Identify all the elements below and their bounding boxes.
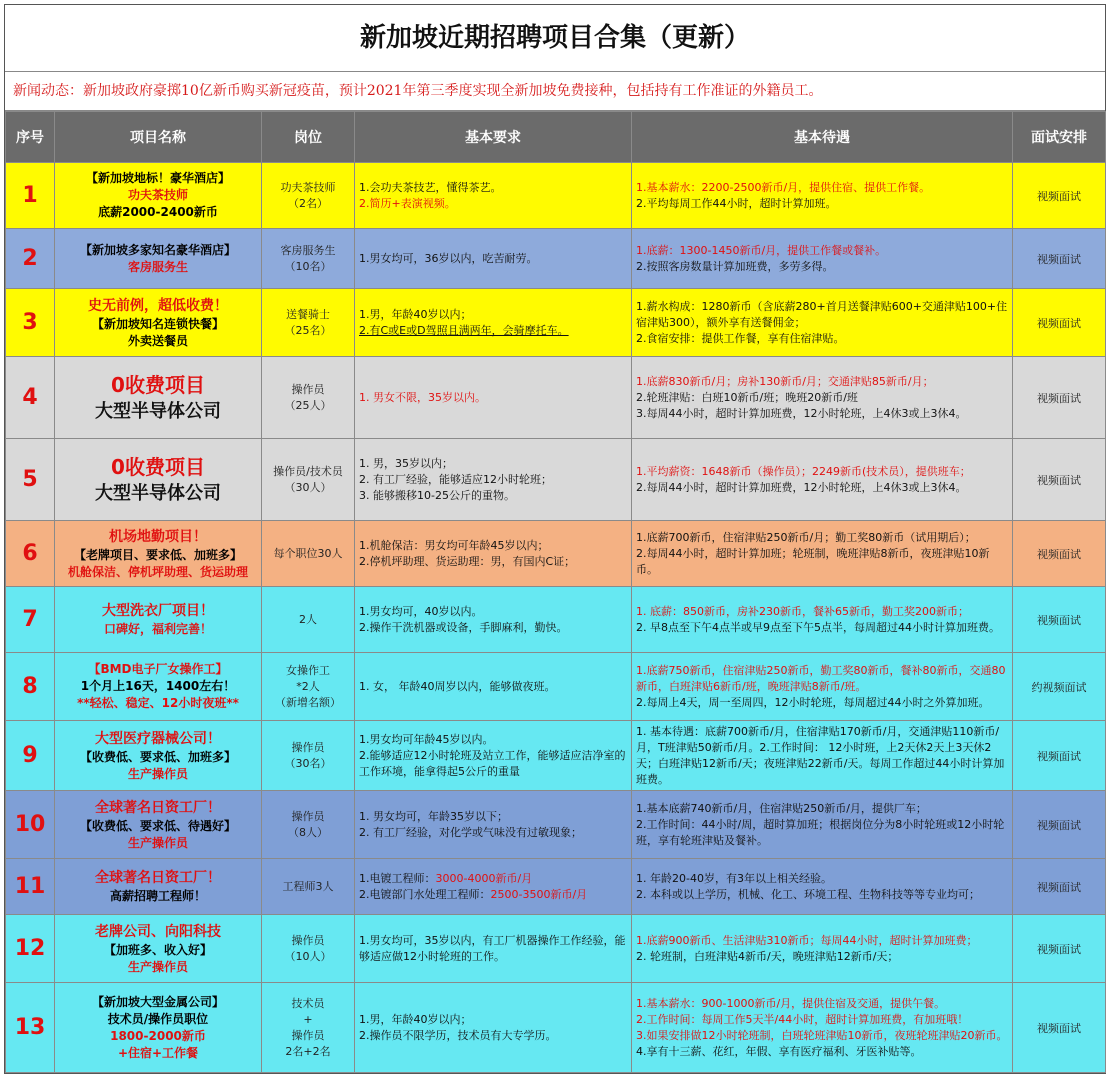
table-row [6,289,1106,357]
header-interview: 面试安排 [1013,112,1106,163]
requirements-cell [355,721,632,791]
project-name [55,229,262,289]
benefits-cell [632,357,1013,439]
benefit-line: 1.基本薪水：2200-2500新币/月，提供住宿、提供工作餐。 [636,180,931,194]
benefit-line: 2.工作时间：44小时/周，超时算加班；根据岗位分为8小时轮班或12小时轮班，享有轮班津贴及餐补。 [636,817,1005,847]
project-name-line: 客房服务生 [127,259,188,274]
project-name [55,289,262,357]
requirement-line: 1.男，年龄40岁以内； [359,1012,472,1026]
row-number: 8 [6,653,55,721]
project-name-line: 大型半导体公司 [95,482,221,504]
benefits-cell [632,289,1013,357]
benefit-line: 1.薪水构成：1280新币（含底薪280+首月送餐津贴600+交通津贴100+住宿津贴300），额外享有送餐佣金； [636,299,1008,329]
requirements-cell [355,289,632,357]
table-row [6,163,1106,229]
interview-cell: 视频面试 [1013,163,1106,229]
interview-cell: 视频面试 [1013,357,1106,439]
project-name-line: 全球著名日资工厂！ [95,870,221,886]
table-row [6,983,1106,1073]
requirement-line: 2. 有工厂经验，能够适应12小时轮班； [359,472,552,486]
benefit-line: 2.食宿安排：提供工作餐，享有住宿津贴。 [636,331,845,345]
interview-cell: 视频面试 [1013,439,1106,521]
project-name [55,791,262,859]
position-line: 2名+2名 [285,1044,331,1058]
interview-cell: 视频面试 [1013,587,1106,653]
position-cell [262,521,355,587]
requirement-line: 2.有C或E或D驾照且满两年，会骑摩托车。 [359,323,569,337]
position-line: 每个职位30人 [273,546,343,560]
requirement-label: 2.电镀部门水处理工程师： [359,887,491,901]
requirements-cell [355,439,632,521]
row-number: 4 [6,357,55,439]
requirements-cell [355,915,632,983]
project-name [55,721,262,791]
benefits-cell [632,915,1013,983]
requirements-cell [355,983,632,1073]
position-line: 操作员 [291,933,325,947]
benefit-line: 3.如果安排做12小时轮班制，白班轮班津贴10新币，夜班轮班津贴20新币。 [636,1028,1008,1042]
interview-cell: 视频面试 [1013,521,1106,587]
row-number: 10 [6,791,55,859]
requirement-line: 1. 男女均可，年龄35岁以下； [359,809,508,823]
header-no: 序号 [6,112,55,163]
project-name-line: 大型医疗器械公司！ [95,730,221,747]
benefit-line: 1.基本底薪740新币/月，住宿津贴250新币/月，提供厂车； [636,801,927,815]
benefit-line: 2.工作时间：每周工作5天半/44小时，超时计算加班费，有加班哦！ [636,1012,969,1026]
position-line: *2人 [296,679,320,693]
project-name-line: 大型半导体公司 [95,400,221,422]
table-row [6,439,1106,521]
project-name-line: 外卖送餐员 [127,333,188,348]
project-name-line: 1800-2000新币 [110,1028,206,1043]
requirement-line: 1.机舱保洁：男女均可年龄45岁以内； [359,538,549,552]
requirement-line: 1.男，年龄40岁以内； [359,307,472,321]
benefit-line: 1.底薪900新币、生活津贴310新币；每周44小时，超时计算加班费； [636,933,978,947]
header-position: 岗位 [262,112,355,163]
project-name-line: 底薪2000-2400新币 [98,205,218,219]
project-name-line: 技术员/操作员职位 [107,1011,209,1026]
position-cell [262,859,355,915]
header-benefits: 基本待遇 [632,112,1013,163]
project-name [55,915,262,983]
requirements-cell [355,163,632,229]
position-line: 女操作工 [286,663,330,677]
requirements-cell [355,791,632,859]
benefits-cell [632,439,1013,521]
position-line: 送餐骑士 [286,307,330,321]
project-name-line: 生产操作员 [127,835,188,850]
requirement-label: 1.电镀工程师： [359,871,436,885]
project-name-line: 高薪招聘工程师！ [109,889,206,903]
project-name-line: 【BMD电子厂女操作工】 [88,662,228,676]
table-row [6,721,1106,791]
position-cell [262,587,355,653]
benefits-cell [632,721,1013,791]
project-name-line: 史无前例，超低收费！ [88,297,228,314]
row-number: 3 [6,289,55,357]
position-line: + [303,1012,313,1026]
interview-cell: 视频面试 [1013,289,1106,357]
benefit-line: 1.底薪830新币/月；房补130新币/月；交通津贴85新币/月； [636,374,934,388]
project-name-line: 全球著名日资工厂！ [95,799,221,816]
benefit-line: 2. 轮班制，白班津贴4新币/天，晚班津贴12新币/天； [636,949,899,963]
position-line: （30名） [284,756,332,770]
interview-cell: 视频面试 [1013,791,1106,859]
row-number: 2 [6,229,55,289]
benefits-cell [632,163,1013,229]
requirement-line: 1. 男女不限，35岁以内。 [359,390,486,404]
requirement-line: 2. 有工厂经验，对化学或气味没有过敏现象； [359,825,582,839]
benefit-line: 2.每周44小时，超时计算加班；轮班制，晚班津贴8新币，夜班津贴10新币。 [636,546,990,576]
row-number: 6 [6,521,55,587]
project-name-line: 0收费项目 [111,454,205,479]
requirement-line [359,871,627,887]
position-line: 操作员 [291,1028,325,1042]
position-cell [262,653,355,721]
salary-range: 3000-4000新币/月 [435,871,533,885]
table-row [6,653,1106,721]
project-name [55,357,262,439]
requirements-cell [355,357,632,439]
header-requirements: 基本要求 [355,112,632,163]
row-number: 12 [6,915,55,983]
requirements-cell [355,521,632,587]
requirements-cell [355,587,632,653]
benefit-line: 1.平均薪资：1648新币（操作员）；2249新币(技术员），提供班车； [636,464,971,478]
benefits-cell [632,859,1013,915]
position-line: 客房服务生 [280,243,336,257]
table-row [6,357,1106,439]
benefit-line: 1. 底薪：850新币，房补230新币，餐补65新币，勤工奖200新币； [636,604,969,618]
requirement-line: 2.停机坪助理、货运助理：男，有国内C证； [359,554,576,568]
benefit-line: 2.每周44小时，超时计算加班费，12小时轮班，上4休3或上3休4。 [636,480,967,494]
position-line: 操作员 [291,809,325,823]
requirement-line: 1.男女均可，35岁以内，有工厂机器操作工作经验，能够适应做12小时轮班的工作。 [359,933,626,963]
requirement-line: 2.能够适应12小时轮班及站立工作，能够适应洁净室的工作环境，能拿得起5公斤的重量 [359,748,626,778]
project-name [55,521,262,587]
project-name-line: 机舱保洁、停机坪助理、货运助理 [67,564,248,579]
benefits-cell [632,791,1013,859]
project-name [55,653,262,721]
position-cell [262,229,355,289]
position-cell [262,439,355,521]
project-name [55,587,262,653]
project-name-line: 【加班多、收入好】 [103,942,212,957]
position-cell [262,721,355,791]
position-line: （30人） [284,480,332,494]
position-cell [262,791,355,859]
project-name-line: 口碑好，福利完善！ [103,622,212,636]
benefits-cell [632,229,1013,289]
benefit-line: 2.按照客房数量计算加班费，多劳多得。 [636,259,834,273]
table-row [6,587,1106,653]
position-line: （10名） [284,259,332,273]
project-name [55,983,262,1073]
benefits-cell [632,587,1013,653]
position-line: 操作员 [291,740,325,754]
position-line: 功夫茶技师 [280,180,336,194]
project-name-line: 【新加坡知名连锁快餐】 [91,316,224,331]
requirement-line: 1.会功夫茶技艺，懂得茶艺。 [359,180,502,194]
row-number: 13 [6,983,55,1073]
position-line: （2名） [288,196,328,210]
project-name-line: **轻松、稳定、12小时夜班** [77,696,239,710]
project-name-line: 1个月上16天，1400左右！ [80,679,236,693]
project-name [55,163,262,229]
position-line: 技术员 [291,996,325,1010]
table-row [6,521,1106,587]
project-name-line: 机场地勤项目！ [109,528,207,545]
benefits-cell [632,653,1013,721]
position-line: （10人） [284,949,332,963]
benefit-line: 1.底薪：1300-1450新币/月，提供工作餐或餐补。 [636,243,887,257]
benefit-line: 2.每周上4天，周一至周四，12小时轮班，每周超过44小时之外算加班。 [636,695,990,709]
requirement-line: 2.简历+表演视频。 [359,196,456,210]
requirement-line: 2.操作干洗机器或设备，手脚麻利，勤快。 [359,620,568,634]
position-cell [262,915,355,983]
benefit-line: 2.平均每周工作44小时，超时计算加班。 [636,196,837,210]
header-name: 项目名称 [55,112,262,163]
project-name-line: 【新加坡多家知名豪华酒店】 [79,242,236,257]
benefit-line: 1.底薪700新币，住宿津贴250新币/月；勤工奖80新币（试用期后）； [636,530,976,544]
project-name-line: +住宿+工作餐 [117,1045,199,1060]
project-name-line: 【老牌项目、要求低、加班多】 [73,547,242,562]
project-name-line: 【新加坡大型金属公司】 [91,994,224,1009]
project-name-line: 生产操作员 [127,766,188,781]
benefit-line: 2.轮班津贴：白班10新币/班；晚班20新币/班 [636,390,858,404]
project-name [55,439,262,521]
benefit-line: 1. 年龄20-40岁，有3年以上相关经验。 [636,871,832,885]
project-name-line: 【收费低、要求低、待遇好】 [79,818,236,833]
project-name [55,859,262,915]
table-row [6,915,1106,983]
position-line: 2人 [299,612,317,626]
position-line: （25人） [284,398,332,412]
row-number: 9 [6,721,55,791]
position-cell [262,289,355,357]
benefits-cell [632,521,1013,587]
requirement-line: 1.男女均可年龄45岁以内。 [359,732,494,746]
position-cell [262,983,355,1073]
row-number: 1 [6,163,55,229]
position-cell [262,163,355,229]
position-cell [262,357,355,439]
benefit-line: 2. 早8点至下午4点半或早9点至下午5点半，每周超过44小时计算加班费。 [636,620,1000,634]
benefit-line: 1.基本薪水：900-1000新币/月，提供住宿及交通，提供午餐。 [636,996,946,1010]
project-name-line: 【新加坡地标！豪华酒店】 [85,171,230,185]
salary-range: 2500-3500新币/月 [490,887,588,901]
interview-cell: 约视频面试 [1013,653,1106,721]
row-number: 5 [6,439,55,521]
row-number: 11 [6,859,55,915]
benefit-line: 3.每周44小时，超时计算加班费，12小时轮班，上4休3或上3休4。 [636,406,967,420]
position-line: 工程师3人 [282,879,334,893]
requirement-line: 1.男女均可，36岁以内，吃苦耐劳。 [359,251,538,265]
position-line: （25名） [284,323,332,337]
project-name-line: 0收费项目 [111,372,205,397]
requirement-line: 3. 能够搬移10-25公斤的重物。 [359,488,515,502]
project-name-line: 功夫茶技师 [127,188,188,202]
project-name-line: 生产操作员 [127,959,188,974]
requirement-line: 1. 男，35岁以内； [359,456,453,470]
benefit-line: 1. 基本待遇：底薪700新币/月，住宿津贴170新币/月，交通津贴110新币/月，T班津贴50新币/月。2.工作时间： 12小时班，上2天休2天上3天休2天；白班津贴12新币/天；夜班津贴22新币/天。每周工作超过44小时计算加班费。 [636,724,1005,786]
news-banner: 新闻动态：新加坡政府豪掷10亿新币购买新冠疫苗，预计2021年第三季度实现全新加坡免费接种，包括持有工作准证的外籍员工。 [5,72,1105,111]
interview-cell: 视频面试 [1013,721,1106,791]
recruitment-table [5,111,1106,1073]
requirement-line: 2.操作员不限学历，技术员有大专学历。 [359,1028,557,1042]
requirements-cell [355,859,632,915]
interview-cell: 视频面试 [1013,915,1106,983]
requirement-line: 1.男女均可，40岁以内。 [359,604,483,618]
table-row [6,859,1106,915]
recruitment-sheet [4,4,1106,1074]
position-line: 操作员/技术员 [273,464,343,478]
position-line: （8人） [288,825,328,839]
interview-cell: 视频面试 [1013,229,1106,289]
requirement-line: 1. 女， 年龄40周岁以内，能够做夜班。 [359,679,556,693]
table-row [6,791,1106,859]
benefits-cell [632,983,1013,1073]
interview-cell: 视频面试 [1013,859,1106,915]
benefit-line: 4.享有十三薪、花红，年假、享有医疗福利、牙医补贴等。 [636,1044,922,1058]
project-name-line: 老牌公司、向阳科技 [95,923,221,940]
position-line: （新增名额） [275,695,341,709]
project-name-line: 【收费低、要求低、加班多】 [79,749,236,764]
requirement-line [359,887,627,903]
requirements-cell [355,653,632,721]
table-header-row [6,112,1106,163]
page-title: 新加坡近期招聘项目合集（更新） [5,5,1105,72]
table-row [6,229,1106,289]
project-name-line: 大型洗衣厂项目！ [102,603,214,619]
row-number: 7 [6,587,55,653]
benefit-line: 1.底薪750新币，住宿津贴250新币，勤工奖80新币，餐补80新币，交通80新币，白班津贴6新币/班，晚班津贴8新币/班。 [636,663,1006,693]
benefit-line: 2. 本科或以上学历，机械、化工、环境工程、生物科技等等专业均可； [636,887,980,901]
interview-cell: 视频面试 [1013,983,1106,1073]
position-line: 操作员 [291,382,325,396]
requirements-cell [355,229,632,289]
